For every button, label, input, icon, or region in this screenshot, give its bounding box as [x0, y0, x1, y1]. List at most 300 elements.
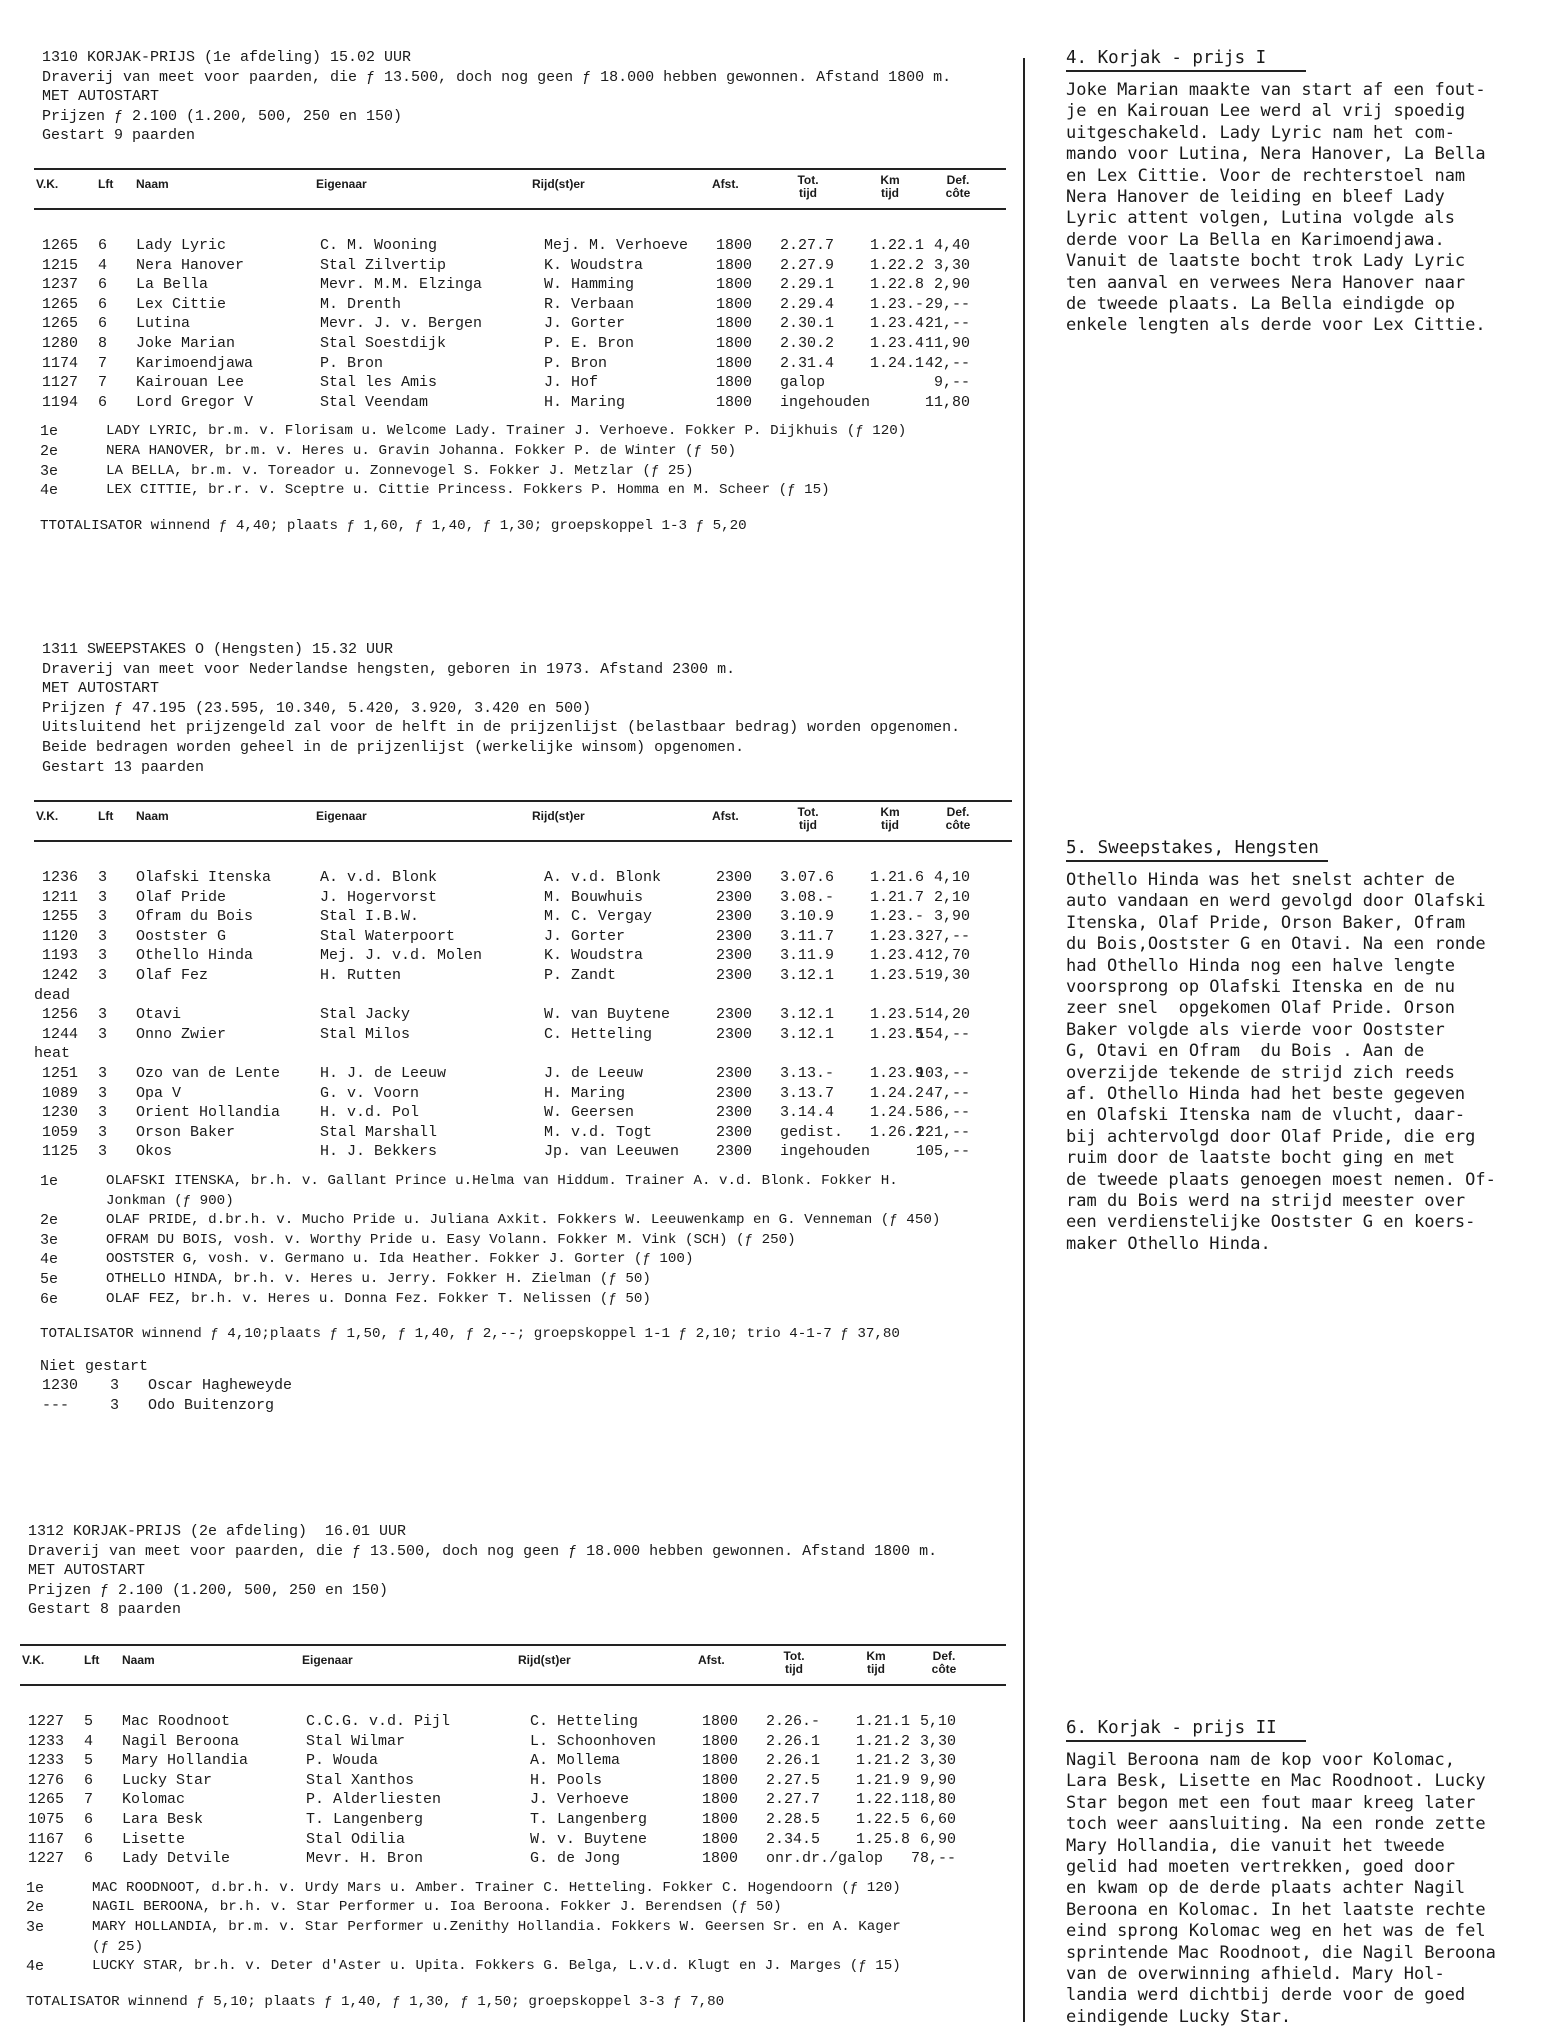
table-cell: 1.21.1 [856, 1713, 911, 1730]
table-cell: 6 [98, 295, 108, 313]
table-cell: H. J. Bekkers [320, 1143, 438, 1161]
commentary-line: de tweede plaats. La Bella eindigde op [1066, 294, 1455, 314]
table-cell: 2.30.1 [780, 315, 835, 333]
placing-text: LUCKY STAR, br.h. v. Deter d'Aster u. Upita. Fokkers G. Belga, L.v.d. Klugt en J. Marges (ƒ 15) [92, 1958, 901, 1975]
table-cell: 3.12.1 [780, 1006, 835, 1024]
table-cell: 1800 [701, 1850, 738, 1868]
column-header: V.K. [22, 1653, 45, 1667]
totalisator-line: TOTALISATOR winnend ƒ 5,10; plaats ƒ 1,40, ƒ 1,30, ƒ 1,50; groepskoppel 3-3 ƒ 7,80 [26, 1993, 725, 2010]
table-cell: P. Zandt [544, 967, 617, 984]
table-cell: 2300 [715, 1104, 752, 1122]
table-cell: 2300 [715, 927, 752, 945]
table-cell: 2.26.1 [766, 1752, 821, 1770]
table-cell: 2.27.7 [766, 1791, 821, 1809]
commentary-line: maker Othello Hinda. [1066, 1233, 1271, 1254]
table-cell: Kairouan Lee [136, 374, 245, 392]
table-cell: 5 [84, 1713, 94, 1730]
placing-line [40, 442, 1030, 462]
table-cell: 4,40 [933, 237, 970, 254]
placing-text: OOSTSTER G, vosh. v. Germano u. Ida Heather. Fokker J. Gorter (ƒ 100) [106, 1251, 694, 1268]
placing-text: MAC ROODNOOT, d.br.h. v. Urdy Mars u. Amber. Trainer C. Hetteling. Fokker C. Hogendoorn (ƒ 120) [92, 1879, 901, 1896]
commentary-line: Beroona en Kolomac. In het laatste rechte [1066, 1899, 1486, 1920]
table-row [42, 1142, 1002, 1162]
commentary-title-text: 5. Sweepstakes, Hengsten [1066, 838, 1319, 858]
not-started-title: Niet gestart [40, 1357, 149, 1375]
table-rule-top [34, 800, 1012, 802]
not-started-cell: 1230 [42, 1377, 79, 1395]
commentary-line: bij achtervolgd door Olaf Pride, die erg [1066, 1126, 1476, 1147]
table-cell: Lord Gregor V [136, 393, 254, 411]
race-intro-line: Draverij van meet voor Nederlandse hengsten, geboren in 1973. Afstand 2300 m. [42, 660, 736, 678]
table-cell: 1193 [42, 947, 79, 965]
table-cell: J. Verhoeve [530, 1791, 630, 1809]
table-row [34, 1044, 1002, 1064]
table-cell: W. van Buytene [544, 1006, 671, 1024]
table-cell: 14,20 [924, 1006, 970, 1024]
table-cell: 1.23.4 [870, 335, 925, 352]
table-cell: 3.13.7 [780, 1084, 835, 1102]
table-cell: 1800 [715, 393, 752, 411]
table-cell: Stal Jacky [320, 1006, 411, 1024]
table-cell: P. Bron [544, 354, 608, 372]
table-cell: Ozo van de Lente [136, 1065, 281, 1082]
commentary-title [1066, 48, 1266, 69]
table-cell: 4,10 [933, 869, 970, 886]
table-cell: 3,90 [933, 908, 970, 926]
commentary-line: enkele lengten als derde voor Lex Cittie. [1066, 315, 1486, 336]
table-cell: 2300 [715, 1123, 752, 1141]
table-cell: 3 [98, 1104, 108, 1122]
table-cell: 6 [84, 1771, 94, 1789]
table-cell: 3.12.1 [780, 1025, 835, 1043]
commentary-line: G, Otavi en Ofram du Bois . Aan de [1066, 1041, 1425, 1062]
placing-text: OLAF FEZ, br.h. v. Heres u. Donna Fez. Fokker T. Nelissen (ƒ 50) [106, 1290, 651, 1307]
table-row [28, 1771, 988, 1791]
table-cell: A. v.d. Blonk [544, 869, 662, 886]
commentary-line: toch weer aansluiting. Na een ronde zette [1066, 1814, 1486, 1835]
table-cell: 1800 [701, 1713, 738, 1730]
table-cell: 29,-- [924, 295, 970, 313]
placing-line [40, 1290, 1030, 1310]
commentary-line: Itenska, Olaf Pride, Orson Baker, Ofram [1066, 912, 1466, 933]
table-cell: 1.21.9 [856, 1771, 911, 1789]
commentary-line: Nagil Beroona nam de kop voor Kolomac, [1066, 1750, 1455, 1770]
table-cell: C. M. Wooning [320, 237, 438, 254]
totalisator-line: TTOTALISATOR winnend ƒ 4,40; plaats ƒ 1,60, ƒ 1,40, ƒ 1,30; groepskoppel 1-3 ƒ 5,20 [40, 517, 747, 534]
commentary-line: had Othello Hinda nog een halve lengte [1066, 955, 1455, 976]
commentary-line: Nera Hanover de leiding en bleef Lady [1066, 187, 1445, 207]
placing-rank: 4e [40, 1251, 59, 1269]
race-intro-line: Prijzen ƒ 2.100 (1.200, 500, 250 en 150) [42, 107, 403, 125]
table-cell: 4 [98, 256, 108, 274]
table-cell: 221,-- [915, 1123, 970, 1141]
table-cell: 1.26.1 [870, 1123, 925, 1141]
placing-line [40, 1250, 1030, 1270]
table-cell: 1.23.4 [870, 947, 925, 965]
table-cell: Onno Zwier [136, 1025, 227, 1043]
table-cell: 2300 [715, 1025, 752, 1043]
placing-rank: 6e [40, 1290, 59, 1308]
table-row [42, 275, 1002, 295]
placing-text: LA BELLA, br.m. v. Toreador u. Zonnevogel S. Fokker J. Metzlar (ƒ 25) [106, 462, 694, 479]
table-cell: 3 [98, 1084, 108, 1102]
table-cell: 1800 [701, 1791, 738, 1809]
table-cell: 6 [84, 1830, 94, 1848]
table-cell: Ofram du Bois [136, 908, 254, 926]
table-cell: Otavi [136, 1006, 182, 1024]
placing-rank: 5e [40, 1271, 59, 1288]
table-cell: Lisette [122, 1830, 186, 1848]
table-cell: 3 [98, 927, 108, 945]
commentary-line: Lara Besk, Lisette en Mac Roodnoot. Lucky [1066, 1771, 1486, 1792]
table-cell: 2.34.5 [766, 1830, 821, 1848]
title-underline [1066, 860, 1328, 862]
commentary-line: je en Kairouan Lee werd al vrij spoedig [1066, 101, 1466, 122]
race-intro-line: 1312 KORJAK-PRIJS (2e afdeling) 16.01 UUR [28, 1523, 407, 1540]
not-started-cell: 3 [110, 1377, 120, 1395]
table-cell: 1800 [715, 354, 752, 372]
table-cell: 9,-- [933, 374, 970, 392]
table-cell: 1174 [42, 354, 79, 372]
table-cell: H. Maring [544, 393, 626, 411]
table-cell: 1.22.5 [856, 1811, 911, 1828]
table-cell: G. de Jong [530, 1850, 621, 1868]
placing-line [40, 481, 1030, 501]
table-cell: 1.22.8 [870, 276, 925, 294]
commentary-line: overzijde tekende de strijd zich reeds [1066, 1062, 1455, 1083]
table-row [42, 1064, 1002, 1084]
placing-text: (ƒ 25) [92, 1938, 144, 1955]
table-cell: 2.29.4 [780, 295, 835, 313]
commentary-line: ruim door de laatste bocht ging en met [1066, 1148, 1455, 1169]
commentary-line: ram du Bois werd na strijd meester over [1066, 1191, 1466, 1211]
placing-line [40, 1192, 1030, 1212]
table-cell: Mac Roodnoot [122, 1713, 231, 1730]
table-cell: 2300 [715, 908, 752, 926]
table-cell: 1800 [701, 1732, 738, 1750]
table-cell: 1265 [28, 1791, 65, 1809]
table-cell: 42,-- [924, 354, 970, 372]
not-started-cell: --- [42, 1397, 70, 1414]
table-cell: 1.23.- [870, 295, 925, 313]
table-cell: 2300 [715, 869, 752, 886]
table-cell: H. J. de Leeuw [320, 1065, 447, 1082]
table-cell: Lady Detvile [122, 1850, 231, 1868]
table-cell: 6 [84, 1811, 94, 1828]
table-cell: T. Langenberg [306, 1811, 424, 1828]
table-row [42, 393, 1002, 413]
race-intro-line: 1311 SWEEPSTAKES O (Hengsten) 15.32 UUR [42, 641, 394, 658]
table-cell: 1236 [42, 869, 79, 886]
placing-line [40, 1172, 1030, 1192]
table-cell: 1256 [42, 1006, 79, 1024]
table-cell: 1800 [701, 1830, 738, 1848]
table-row [28, 1849, 988, 1869]
table-cell: M. v.d. Togt [544, 1123, 653, 1141]
table-cell: gedist. [780, 1123, 844, 1141]
table-cell: 2300 [715, 947, 752, 965]
not-started-cell: Odo Buitenzorg [148, 1397, 275, 1414]
table-cell: galop [780, 374, 826, 392]
table-cell: 1800 [715, 315, 752, 333]
table-cell: H. v.d. Pol [320, 1104, 420, 1122]
table-row [42, 927, 1002, 947]
table-cell: 78,-- [910, 1850, 956, 1868]
commentary-line: Baker volgde als vierde voor Oostster [1066, 1019, 1445, 1040]
table-cell: Mevr. H. Bron [306, 1850, 424, 1868]
table-cell: A. Mollema [530, 1752, 621, 1770]
commentary-line: sprintende Mac Roodnoot, die Nagil Beroona [1066, 1942, 1496, 1963]
table-cell: Mary Hollandia [122, 1752, 249, 1770]
race-intro-line: Draverij van meet voor paarden, die ƒ 13.500, doch nog geen ƒ 18.000 hebben gewonnen. Afstand 1800 m. [42, 68, 952, 86]
column-header: Eigenaar [302, 1653, 353, 1667]
table-cell: 21,-- [924, 315, 970, 333]
placing-text: OFRAM DU BOIS, vosh. v. Worthy Pride u. Easy Volann. Fokker M. Vink (SCH) (ƒ 250) [106, 1231, 796, 1248]
column-header: Def. côte [945, 805, 971, 832]
table-cell: Mevr. J. v. Bergen [320, 315, 483, 333]
table-cell: 1.23.4 [870, 315, 925, 333]
commentary-line: voorsprong op Olafski Itenska en de nu [1066, 977, 1455, 997]
table-cell: C. Hetteling [530, 1713, 639, 1730]
table-cell: Olafski Itenska [136, 869, 272, 886]
not-started-row [42, 1376, 442, 1396]
table-cell: 3 [98, 888, 108, 906]
table-cell: 2.27.5 [766, 1771, 821, 1789]
table-row [42, 888, 1002, 908]
table-cell: 1800 [715, 276, 752, 294]
table-cell: 1265 [42, 295, 79, 313]
table-cell: 27,-- [924, 927, 970, 945]
placing-rank: 3e [40, 462, 59, 480]
column-header: Tot. tijd [797, 173, 819, 200]
table-cell: H. Rutten [320, 967, 402, 984]
table-cell: 6 [84, 1850, 94, 1868]
table-cell: 1800 [715, 256, 752, 274]
table-cell: ingehouden [780, 393, 871, 411]
table-rule-top [20, 1644, 1006, 1646]
commentary-line: en Olafski Itenska nam de vlucht, daar- [1066, 1105, 1466, 1126]
not-started-cell: 3 [110, 1397, 120, 1414]
table-row [42, 354, 1002, 374]
table-cell: 2.31.4 [780, 354, 835, 372]
column-header: Def. côte [931, 1649, 957, 1676]
column-header: Rijd(st)er [532, 809, 585, 823]
table-row [42, 314, 1002, 334]
commentary-line: van de overwinning afhield. Mary Hol- [1066, 1964, 1445, 1984]
table-cell: 2.27.9 [780, 256, 835, 274]
table-cell: 6,60 [919, 1811, 956, 1828]
table-cell: La Bella [136, 276, 209, 294]
placing-line [40, 1231, 1030, 1251]
table-cell: 1.23.- [870, 908, 925, 926]
table-cell: 1.21.6 [870, 869, 925, 886]
placing-line [26, 1898, 1016, 1918]
race-intro-line: MET AUTOSTART [42, 88, 160, 106]
table-cell: 1127 [42, 374, 79, 392]
table-row [42, 946, 1002, 966]
title-underline [1066, 70, 1306, 72]
table-cell: 4 [84, 1732, 94, 1750]
placing-text: LEX CITTIE, br.r. v. Sceptre u. Cittie Princess. Fokkers P. Homma en M. Scheer (ƒ 15) [106, 482, 830, 499]
table-cell: 1227 [28, 1713, 65, 1730]
table-row [28, 1790, 988, 1810]
table-cell: 2,10 [933, 888, 970, 906]
table-cell: Lara Besk [122, 1811, 204, 1828]
column-header: Tot. tijd [797, 805, 819, 832]
table-cell: J. Hof [544, 374, 599, 392]
table-cell: 2300 [715, 888, 752, 906]
table-cell: 1089 [42, 1084, 79, 1102]
table-cell: Stal Xanthos [306, 1771, 415, 1789]
placing-rank: 3e [40, 1231, 59, 1249]
table-cell: M. Bouwhuis [544, 888, 644, 906]
race-intro-line: Gestart 9 paarden [42, 127, 196, 145]
column-header: Eigenaar [316, 177, 367, 191]
placing-text: LADY LYRIC, br.m. v. Florisam u. Welcome Lady. Trainer J. Verhoeve. Fokker P. Dijkhuis (ƒ 120) [106, 423, 907, 440]
table-cell: C. Hetteling [544, 1025, 653, 1043]
table-cell: Stal Zilvertip [320, 256, 447, 274]
race-intro-line: Gestart 13 paarden [42, 758, 205, 776]
table-cell: 2300 [715, 1084, 752, 1102]
table-cell: Lutina [136, 315, 191, 333]
table-cell: 3,30 [933, 256, 970, 274]
table-cell: 1230 [42, 1104, 79, 1122]
commentary-line: de tweede plaats genoegen moest nemen. Of- [1066, 1169, 1496, 1190]
table-cell: 2.26.- [766, 1713, 821, 1730]
placing-rank: 2e [26, 1899, 45, 1917]
table-cell: W. Geersen [544, 1104, 635, 1122]
table-cell: G. v. Voorn [320, 1084, 420, 1102]
placing-text: NAGIL BEROONA, br.h. v. Star Performer u. Ioa Beroona. Fokker J. Berendsen (ƒ 50) [92, 1899, 782, 1916]
commentary-title [1066, 838, 1319, 859]
table-cell: 1.23.3 [870, 927, 925, 945]
table-cell: W. Hamming [544, 276, 635, 294]
placing-line [40, 462, 1030, 482]
column-header: Tot. tijd [783, 1649, 805, 1676]
table-cell: P. Alderliesten [306, 1791, 442, 1809]
table-cell: Joke Marian [136, 335, 236, 352]
table-cell: 7 [84, 1791, 94, 1809]
table-row [42, 1025, 1002, 1045]
table-cell: 7 [98, 354, 108, 372]
placing-rank: 4e [40, 482, 59, 500]
table-cell: Kolomac [122, 1791, 186, 1809]
column-header: V.K. [36, 177, 59, 191]
table-cell: Opa V [136, 1084, 182, 1102]
table-cell: J. de Leeuw [544, 1065, 644, 1082]
placing-text: OLAF PRIDE, d.br.h. v. Mucho Pride u. Juliana Axkit. Fokkers W. Leeuwenkamp en G. Venneman (ƒ 450) [106, 1212, 941, 1229]
table-cell: 1244 [42, 1025, 79, 1043]
race-intro-line: Beide bedragen worden geheel in de prijzenlijst (werkelijke winsom) opgenomen. [42, 739, 745, 756]
table-cell: 1.22.1 [870, 237, 925, 254]
table-cell: 1.21.7 [870, 888, 925, 906]
table-cell: C.C.G. v.d. Pijl [306, 1713, 451, 1730]
commentary-line: eindigende Lucky Star. [1066, 2006, 1292, 2027]
placing-rank: 3e [26, 1919, 45, 1936]
table-cell: 2.28.5 [766, 1811, 821, 1828]
table-cell: 5,10 [919, 1713, 956, 1730]
table-cell: 3.07.6 [780, 869, 835, 886]
table-row [28, 1830, 988, 1850]
commentary-line: Lyric attent volgen, Lutina volgde als [1066, 208, 1455, 229]
totalisator-line: TOTALISATOR winnend ƒ 4,10;plaats ƒ 1,50, ƒ 1,40, ƒ 2,--; groepskoppel 1-1 ƒ 2,10; trio 4-1-7 ƒ 37,80 [40, 1326, 900, 1343]
table-row [28, 1712, 988, 1732]
table-cell: Okos [136, 1143, 173, 1161]
commentary-line: een verdienstelijke Oostster G en koers- [1066, 1212, 1476, 1233]
table-row [42, 373, 1002, 393]
table-cell: H. Maring [544, 1084, 626, 1102]
table-cell: 3 [98, 908, 108, 926]
table-cell: R. Verbaan [544, 295, 635, 313]
commentary-line: Star begon met een fout maar kreeg later [1066, 1792, 1476, 1813]
commentary-line: gelid had moeten vertrekken, goed door [1066, 1857, 1455, 1877]
table-cell: heat [34, 1045, 71, 1063]
table-cell: 1.23.5 [870, 967, 925, 984]
table-cell: Othello Hinda [136, 947, 254, 965]
table-cell: Olaf Pride [136, 888, 227, 906]
table-cell: 3 [98, 947, 108, 965]
column-header: Km tijd [866, 1649, 886, 1676]
table-cell: Stal Marshall [320, 1123, 438, 1141]
race-intro-line: Uitsluitend het prijzengeld zal voor de helft in de prijzenlijst (belastbaar bedrag) worden opgenomen. [42, 719, 961, 737]
placing-text: Jonkman (ƒ 900) [106, 1192, 234, 1209]
column-header: Lft [84, 1653, 100, 1667]
column-header: Naam [136, 177, 169, 191]
column-header: Lft [98, 177, 114, 191]
table-cell: Nera Hanover [136, 256, 245, 274]
table-cell: 86,-- [924, 1104, 970, 1122]
table-rule-top [34, 168, 1006, 170]
column-header: Eigenaar [316, 809, 367, 823]
table-cell: K. Woudstra [544, 947, 644, 965]
table-cell: P. Bron [320, 354, 384, 372]
table-cell: J. Gorter [544, 927, 626, 945]
table-cell: dead [34, 986, 71, 1004]
table-cell: 3 [98, 967, 108, 984]
table-row [34, 986, 1002, 1006]
placing-text: MARY HOLLANDIA, br.m. v. Star Performer u.Zenithy Hollandia. Fokkers W. Geersen Sr. en A. Kager [92, 1919, 901, 1935]
table-cell: 2.27.7 [780, 237, 835, 254]
table-cell: Karimoendjawa [136, 354, 254, 372]
not-started-cell: Oscar Hagheweyde [148, 1377, 293, 1395]
placing-line [26, 1879, 1016, 1899]
placing-rank: 2e [40, 443, 59, 460]
commentary-title-text: 6. Korjak - prijs II [1066, 1718, 1277, 1738]
table-cell: 1120 [42, 927, 79, 945]
table-cell: 1075 [28, 1811, 65, 1828]
table-row [42, 868, 1002, 888]
commentary-line: uitgeschakeld. Lady Lyric nam het com- [1066, 122, 1455, 143]
table-cell: 3,30 [919, 1732, 956, 1750]
placing-line [26, 1938, 1016, 1958]
table-cell: 1800 [701, 1771, 738, 1789]
table-cell: 105,-- [915, 1143, 970, 1161]
table-row [28, 1751, 988, 1771]
table-cell: 3 [98, 1006, 108, 1024]
table-cell: 2,90 [933, 276, 970, 294]
table-cell: Stal les Amis [320, 374, 438, 392]
table-cell: A. v.d. Blonk [320, 869, 438, 886]
table-cell: 1237 [42, 276, 79, 294]
table-cell: 2.29.1 [780, 276, 835, 294]
commentary-line: landia werd dichtbij derde voor de goed [1066, 1985, 1466, 2006]
table-row [28, 1732, 988, 1752]
table-cell: 47,-- [924, 1084, 970, 1102]
table-cell: 6 [98, 315, 108, 333]
table-cell: 1233 [28, 1732, 65, 1750]
commentary-line: ten aanval en verwees Nera Hanover naar [1066, 272, 1466, 293]
table-cell: 9,90 [919, 1771, 956, 1789]
